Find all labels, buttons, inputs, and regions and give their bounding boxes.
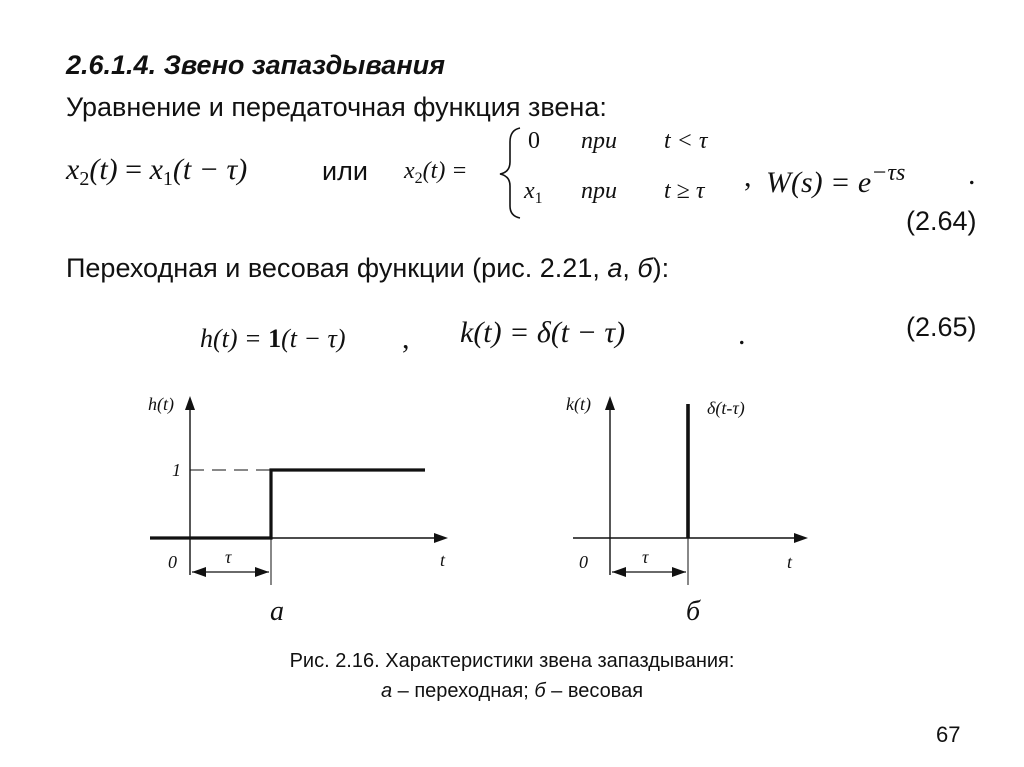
eq2-harg: (t − τ) (281, 324, 346, 353)
eq2-h: h(t) = (200, 324, 269, 353)
plot-a-tau-arrow-left (192, 567, 206, 577)
eq2-k: k(t) = δ(t − τ) (460, 316, 626, 349)
eq2-dot: . (738, 318, 746, 351)
plot-a-xlabel: t (440, 550, 446, 570)
plot-b-letter: б (686, 596, 701, 627)
eq1-arg: (t − τ) (172, 153, 248, 186)
plot-a-y-arrow (185, 396, 195, 410)
eq1-sub2: 2 (79, 168, 90, 190)
caption-mid: – переходная; (392, 680, 535, 702)
case2-sub: 1 (534, 190, 543, 207)
plot-b-x-arrow (794, 533, 808, 543)
functions-a: а (607, 253, 623, 283)
eq1-sub1: 1 (162, 168, 173, 190)
eq1-x2: x (66, 153, 80, 186)
eq-number-2-64: (2.64) (906, 206, 977, 236)
plot-a (150, 396, 448, 585)
plot-b-y-arrow (605, 396, 615, 410)
eq1-x2-b: x (404, 158, 415, 184)
figure-caption-line1: Рис. 2.16. Характеристики звена запаздывания: (289, 650, 735, 672)
functions-b: б (637, 253, 653, 283)
plot-a-step (150, 470, 425, 538)
plot-a-ylabel: h(t) (148, 394, 174, 414)
eq1-or: или (322, 156, 368, 186)
case2-val: x (524, 178, 535, 204)
functions-sep: , (622, 253, 638, 283)
plot-a-letter: а (270, 596, 284, 627)
plot-b (573, 396, 808, 585)
subtitle: Уравнение и передаточная функция звена: (66, 92, 607, 122)
plot-b-tau-arrow-right (672, 567, 686, 577)
functions-end: ): (652, 253, 670, 283)
plot-b-tau-arrow-left (612, 567, 626, 577)
plot-b-ylabel: k(t) (566, 394, 591, 414)
eq-number-2-65: (2.65) (906, 312, 977, 342)
plot-a-origin: 0 (168, 552, 177, 572)
eq1-eq: = (125, 153, 143, 186)
eq1-W: W(s) = e (766, 166, 872, 199)
plot-a-y1: 1 (172, 460, 181, 480)
plot-a-tau: τ (225, 547, 232, 567)
eq1-comma: , (744, 160, 752, 193)
eq1-targ: (t) (89, 153, 118, 186)
eq2-comma: , (402, 322, 410, 355)
page-number: 67 (936, 722, 961, 747)
plot-b-origin: 0 (579, 552, 588, 572)
plot-b-xlabel: t (787, 552, 793, 572)
case2-cond: t ≥ τ (664, 178, 705, 204)
plot-a-x-arrow (434, 533, 448, 543)
eq1-exp: −τs (871, 160, 906, 186)
plot-a-tau-arrow-right (255, 567, 269, 577)
eq1-dot: . (968, 158, 976, 191)
functions-text: Переходная и весовая функции (рис. 2.21, (66, 253, 608, 283)
plot-b-tau: τ (642, 547, 649, 567)
case1-cond: t < τ (664, 128, 708, 154)
eq1-x1: x (149, 153, 163, 186)
piecewise-brace (500, 128, 520, 218)
section-heading: 2.6.1.4. Звено запаздывания (66, 50, 446, 80)
caption-a: а (380, 680, 393, 702)
figure-caption-line2 (162, 680, 862, 703)
case1-word: при (581, 128, 617, 154)
eq1-targ-b: (t) = (422, 158, 468, 184)
plot-b-impulse-label: δ(t-τ) (707, 398, 745, 418)
eq1-sub2-b: 2 (414, 170, 423, 187)
caption-end: – весовая (545, 680, 644, 702)
case1-val: 0 (528, 128, 540, 154)
eq2-one: 1 (268, 324, 282, 353)
caption-b: б (534, 680, 546, 702)
case2-word: при (581, 178, 617, 204)
